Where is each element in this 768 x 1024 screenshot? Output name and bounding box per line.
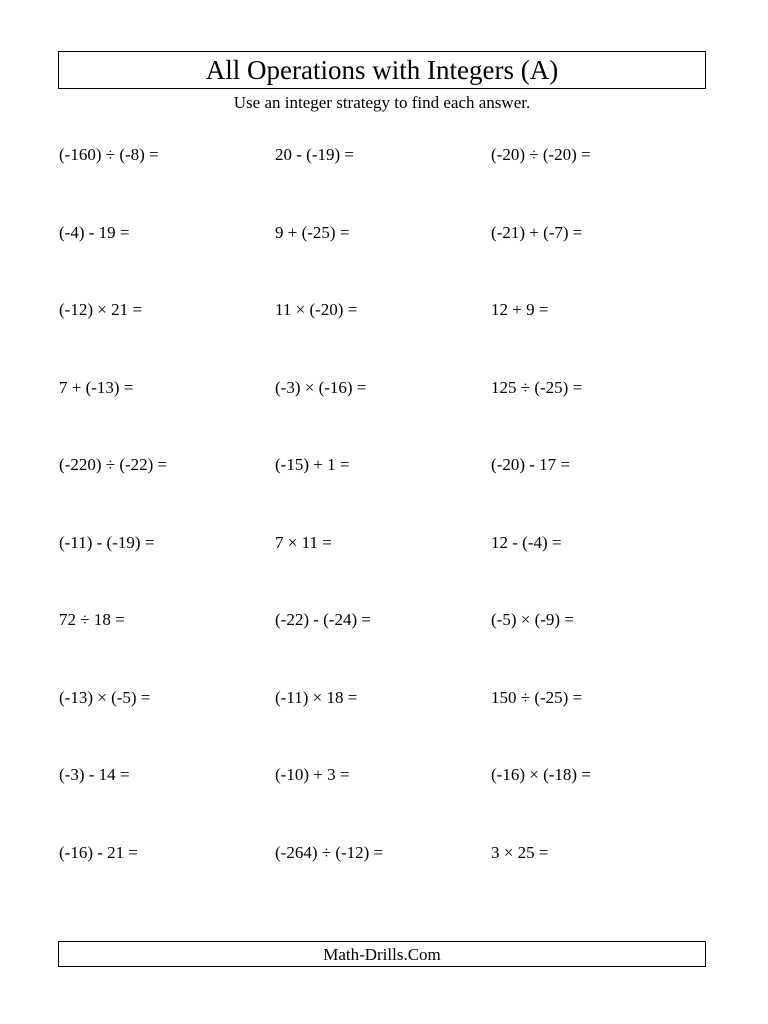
problem-7-3: (-5) × (-9) = (491, 610, 574, 629)
problem-1-1: (-160) ÷ (-8) = (59, 145, 159, 164)
problem-6-1: (-11) - (-19) = (59, 532, 155, 552)
problem-1-2: 20 - (-19) = (275, 145, 354, 164)
problem-8-3: 150 ÷ (-25) = (491, 687, 583, 707)
problem-5-2: (-15) + 1 = (275, 455, 350, 474)
problem-6-3: 12 - (-4) = (491, 532, 562, 552)
problem-10-3: 3 × 25 = (491, 842, 549, 862)
problem-9-3: (-16) × (-18) = (491, 765, 591, 784)
footer-source: Math-Drills.Com (58, 941, 706, 967)
problem-9-1: (-3) - 14 = (59, 765, 130, 784)
problem-10-2: (-264) ÷ (-12) = (275, 842, 384, 862)
problem-2-3: (-21) + (-7) = (491, 222, 583, 242)
problem-4-1: 7 + (-13) = (59, 377, 134, 397)
problem-8-2: (-11) × 18 = (275, 687, 358, 707)
worksheet-title: All Operations with Integers (A) (58, 51, 706, 89)
problem-5-1: (-220) ÷ (-22) = (59, 455, 168, 474)
problem-3-3: 12 + 9 = (491, 300, 549, 319)
problem-4-2: (-3) × (-16) = (275, 377, 367, 397)
problem-3-2: 11 × (-20) = (275, 300, 358, 319)
problem-7-2: (-22) - (-24) = (275, 610, 371, 629)
problem-10-1: (-16) - 21 = (59, 842, 138, 862)
problem-2-2: 9 + (-25) = (275, 222, 350, 242)
problem-7-1: 72 ÷ 18 = (59, 610, 125, 629)
problem-5-3: (-20) - 17 = (491, 455, 570, 474)
problem-4-3: 125 ÷ (-25) = (491, 377, 583, 397)
problem-6-2: 7 × 11 = (275, 532, 332, 552)
problem-3-1: (-12) × 21 = (59, 300, 142, 319)
worksheet-instructions: Use an integer strategy to find each answer. (233, 93, 531, 112)
problem-8-1: (-13) × (-5) = (59, 687, 151, 707)
problem-2-1: (-4) - 19 = (59, 222, 130, 242)
problem-9-2: (-10) + 3 = (275, 765, 350, 784)
problem-1-3: (-20) ÷ (-20) = (491, 145, 591, 164)
